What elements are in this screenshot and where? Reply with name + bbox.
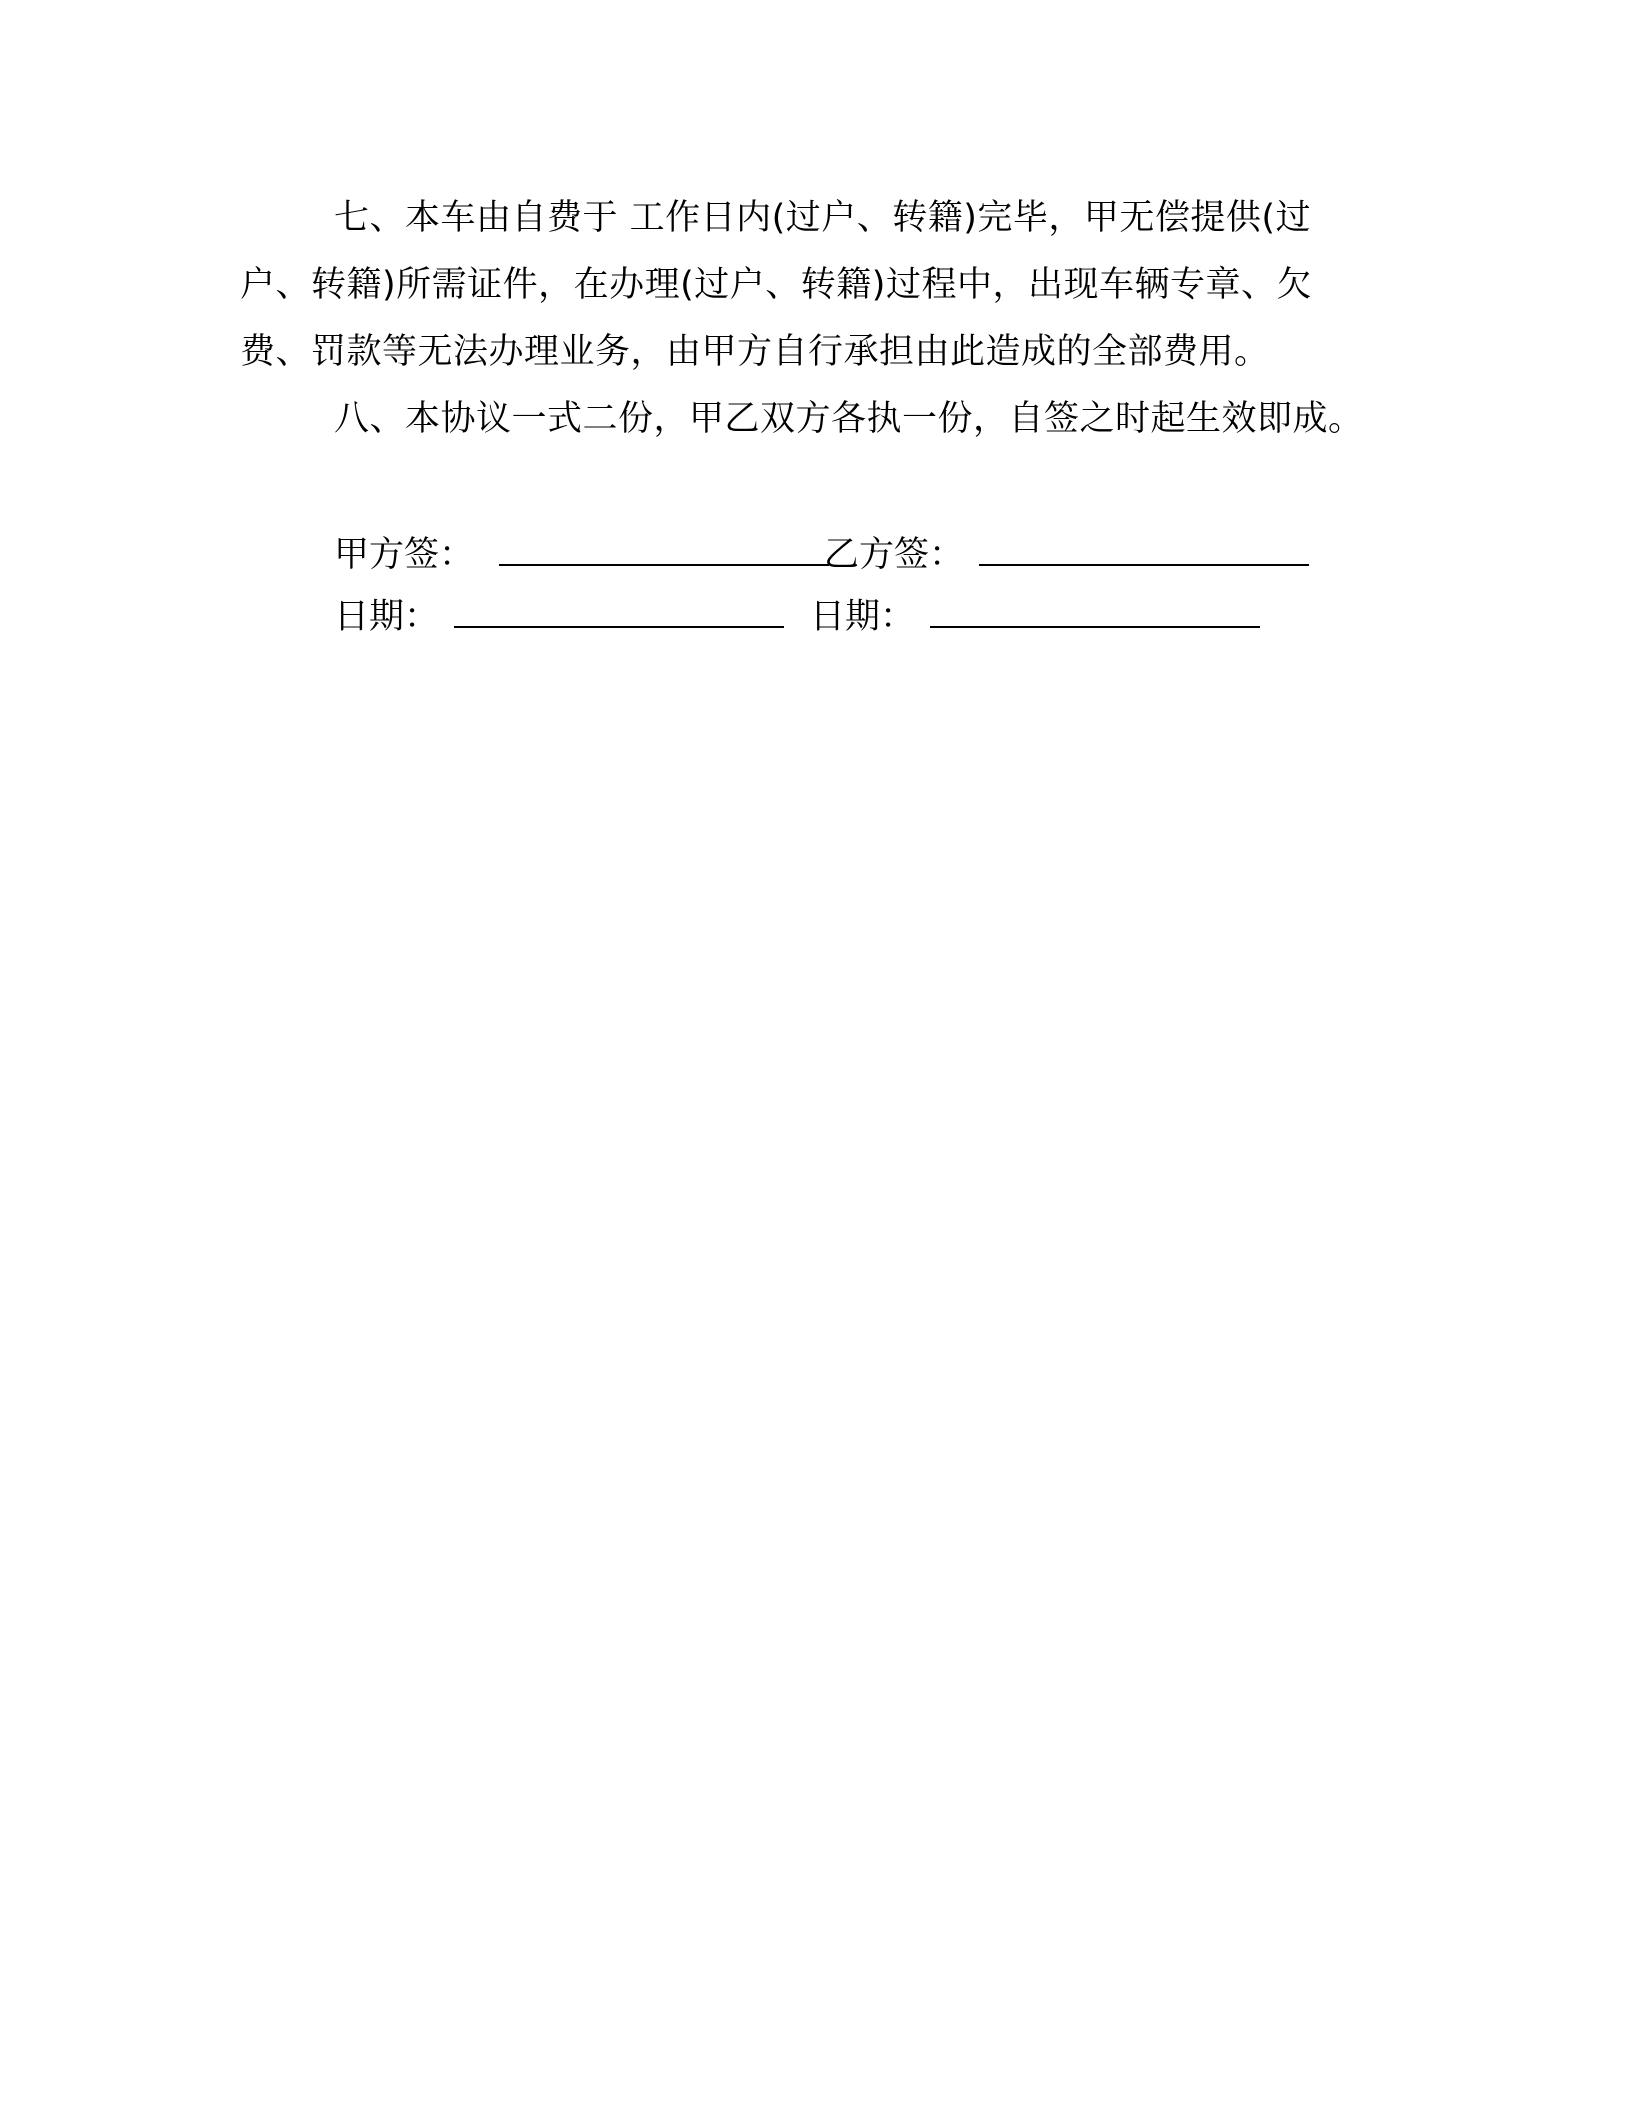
date-a-label: 日期： — [334, 597, 440, 637]
date-b-blank[interactable] — [930, 596, 1260, 628]
party-b-date — [810, 593, 1260, 641]
party-b-label: 乙方签： — [824, 535, 965, 575]
date-b-label: 日期： — [810, 597, 916, 637]
date-a-blank[interactable] — [454, 596, 784, 628]
party-a-date — [334, 593, 784, 641]
clause-seven-line-1: 七、本车由自费于 工作日内(过户、转籍)完毕，甲无偿提供(过 — [334, 198, 1312, 238]
party-b-signature — [824, 531, 1309, 579]
party-a-signature — [334, 531, 829, 579]
clause-eight-line-1: 八、本协议一式二份，甲乙双方各执一份，自签之时起生效即成。 — [334, 399, 1364, 439]
party-a-signature-blank[interactable] — [499, 534, 829, 566]
party-b-signature-blank[interactable] — [979, 534, 1309, 566]
clause-seven-line-3: 费、罚款等无法办理业务，由甲方自行承担由此造成的全部费用。 — [240, 332, 1270, 372]
clause-seven-line-2: 户、转籍)所需证件，在办理(过户、转籍)过程中，出现车辆专章、欠 — [240, 265, 1312, 305]
party-a-label: 甲方签： — [334, 535, 475, 575]
